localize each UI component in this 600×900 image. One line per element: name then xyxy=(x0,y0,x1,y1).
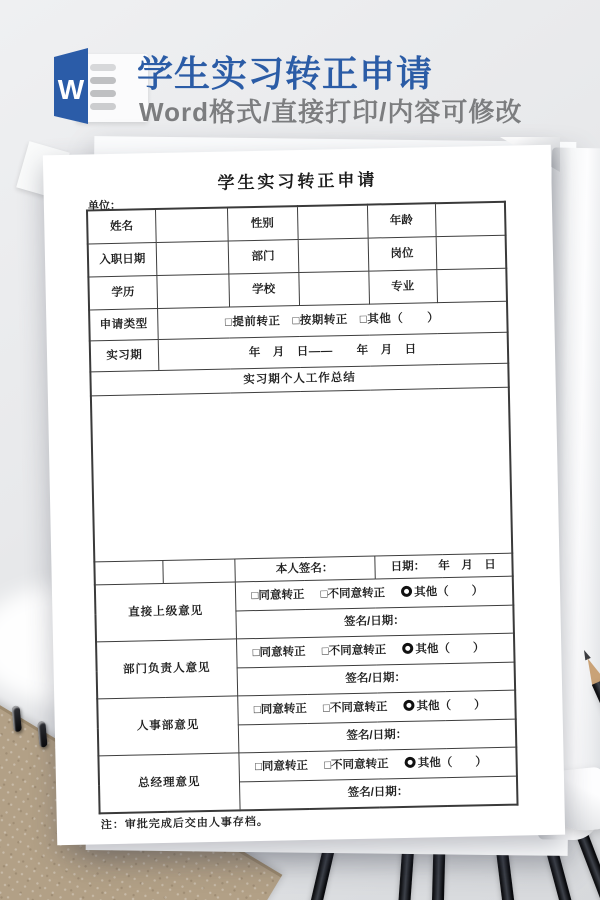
option-other[interactable]: 其他（ ） xyxy=(415,642,485,656)
spiral-coil xyxy=(12,706,22,733)
field-label: 年龄 xyxy=(367,203,436,238)
page-subtitle: Word格式/直接打印/内容可修改 xyxy=(139,97,523,127)
field-label: 专业 xyxy=(368,270,437,304)
field-label: 学校 xyxy=(228,273,299,307)
field-label: 学历 xyxy=(88,276,157,310)
field-label: 入职日期 xyxy=(88,243,157,277)
signature-date-field[interactable] xyxy=(374,553,512,579)
intern-period-value[interactable]: 年 月 日—— 年 月 日 xyxy=(158,332,509,370)
field-label: 姓名 xyxy=(87,209,156,244)
document-sheet xyxy=(43,145,565,845)
checkbox-agree[interactable]: □同意转正 xyxy=(252,645,306,659)
word-icon-line xyxy=(90,103,116,110)
radio-selected-icon[interactable] xyxy=(405,757,416,768)
input-cell-name[interactable] xyxy=(155,208,228,243)
checkbox-disagree[interactable]: □不同意转正 xyxy=(324,758,389,772)
opinion-label-supervisor: 直接上级意见 xyxy=(95,582,236,642)
word-icon-letter: W xyxy=(57,74,85,105)
date-value: 年 月 日 xyxy=(438,558,496,573)
input-cell-position[interactable] xyxy=(436,235,507,269)
input-cell-age[interactable] xyxy=(435,202,506,237)
summary-input-area[interactable] xyxy=(91,387,512,562)
field-label: 岗位 xyxy=(368,237,437,271)
checkbox-disagree[interactable]: □不同意转正 xyxy=(321,644,387,658)
sign-date-field[interactable]: 签名/日期： xyxy=(235,605,514,639)
input-cell-education[interactable] xyxy=(156,274,229,309)
checkbox-agree[interactable]: □同意转正 xyxy=(251,588,305,602)
word-icon-line xyxy=(90,77,116,84)
word-icon-line xyxy=(90,90,116,97)
sign-date-field[interactable]: 签名/日期： xyxy=(238,719,517,753)
summary-section-title: 实习期个人工作总结 xyxy=(90,363,508,396)
input-cell-major[interactable] xyxy=(436,268,507,302)
input-cell-school[interactable] xyxy=(298,271,369,305)
word-icon xyxy=(46,48,151,128)
opinion-label-hr: 人事部意见 xyxy=(97,696,238,756)
signature-spacer xyxy=(162,559,234,584)
checkbox-agree[interactable]: □同意转正 xyxy=(254,759,309,773)
opinion-label-dept-head: 部门负责人意见 xyxy=(96,639,237,699)
option-other[interactable]: 其他（ ） xyxy=(417,756,487,770)
radio-selected-icon[interactable] xyxy=(403,700,414,711)
signature-spacer xyxy=(94,560,162,584)
date-label: 日期： xyxy=(390,560,426,574)
checkbox-disagree[interactable]: □不同意转正 xyxy=(320,587,386,601)
summary-blank-row xyxy=(91,387,512,562)
word-icon-line xyxy=(90,64,116,71)
option-other[interactable]: 其他（ ） xyxy=(416,699,486,713)
input-cell-department[interactable] xyxy=(298,238,369,272)
opinion-label-gm: 总经理意见 xyxy=(98,753,239,813)
apply-type-options[interactable]: □提前转正 □按期转正 □其他（ ） xyxy=(157,301,508,339)
self-signature-field[interactable]: 本人签名： xyxy=(234,556,374,582)
application-form-table xyxy=(86,201,519,815)
radio-selected-icon[interactable] xyxy=(401,586,412,597)
page-title: 学生实习转正申请 xyxy=(137,53,434,94)
input-cell-entry-date[interactable] xyxy=(156,241,229,276)
field-label: 部门 xyxy=(228,240,299,274)
option-other[interactable]: 其他（ ） xyxy=(414,585,484,599)
field-label: 申请类型 xyxy=(89,309,158,341)
radio-selected-icon[interactable] xyxy=(402,643,413,654)
footer-note: 注：审批完成后交由人事存档。 xyxy=(100,815,269,832)
checkbox-agree[interactable]: □同意转正 xyxy=(253,702,307,716)
sign-date-field[interactable]: 签名/日期： xyxy=(237,662,516,696)
unit-label: 单位： xyxy=(87,199,122,213)
field-label: 性别 xyxy=(227,206,298,241)
sign-date-field[interactable]: 签名/日期： xyxy=(239,776,518,810)
document-title: 学生实习转正申请 xyxy=(217,170,378,193)
checkbox-disagree[interactable]: □不同意转正 xyxy=(322,701,388,715)
spiral-coil xyxy=(37,721,47,748)
field-label: 实习期 xyxy=(90,340,159,372)
input-cell-gender[interactable] xyxy=(297,205,368,240)
